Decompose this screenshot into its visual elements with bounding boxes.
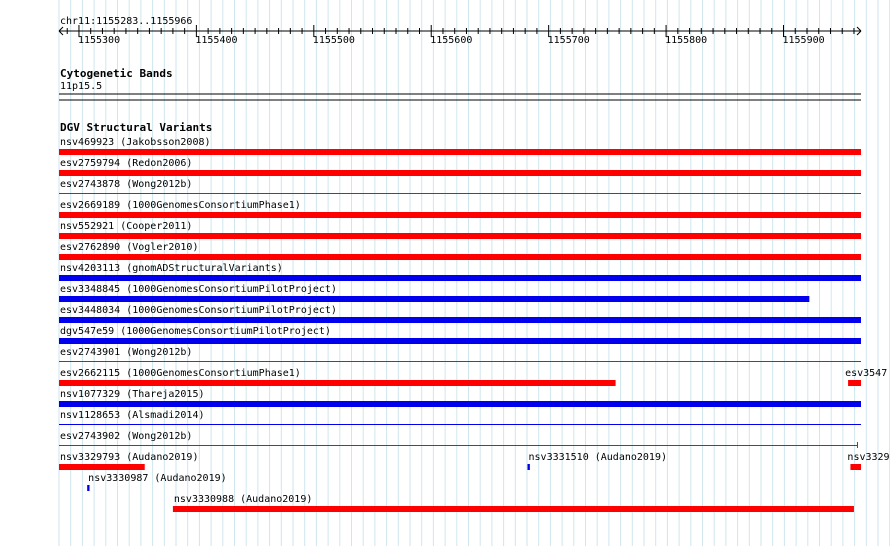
ruler-tick-label: 1155500 [312,35,355,46]
dgv-track-title: DGV Structural Variants [60,121,213,134]
sv-feature-blue[interactable] [59,317,861,323]
sv-feature-label[interactable]: esv2669189 (1000GenomesConsortiumPhase1) [60,200,301,211]
sv-feature-blue[interactable] [59,296,809,302]
sv-feature-label[interactable]: esv3547 [845,368,888,379]
sv-feature-label[interactable]: nsv3330988 (Audano2019) [173,494,313,505]
sv-feature-label[interactable]: nsv3330987 (Audano2019) [88,473,227,484]
sv-feature-label[interactable]: nsv552921 (Cooper2011) [60,221,193,232]
sv-feature-red[interactable] [59,170,861,176]
ruler-tick-label: 1155700 [547,35,590,46]
ruler-tick-label: 1155800 [665,35,708,46]
sv-feature-red[interactable] [59,445,857,446]
sv-feature-label[interactable]: dgv547e59 (1000GenomesConsortiumPilotProject) [60,326,331,337]
sv-feature-label[interactable]: esv2743878 (Wong2012b) [60,179,193,190]
sv-feature-red[interactable] [59,254,861,260]
sv-feature-label[interactable]: nsv469923 (Jakobsson2008) [60,137,211,148]
ruler-tick-label: 1155400 [195,35,238,46]
sv-feature-label[interactable]: nsv1077329 (Thareja2015) [60,389,205,400]
ruler-tick-label: 1155300 [77,35,121,46]
sv-feature-red[interactable] [59,380,616,386]
sv-feature-label[interactable]: nsv4203113 (gnomADStructuralVariants) [60,263,283,274]
locus-label: chr11:1155283..1155966 [60,16,193,27]
cytoband-label: 11p15.5 [60,81,103,92]
sv-feature-red[interactable] [850,464,861,470]
sv-feature-red[interactable] [59,464,145,470]
sv-feature-label[interactable]: esv2759794 (Redon2006) [60,158,193,169]
sv-feature-blue[interactable] [59,424,861,425]
ruler-tick-label: 1155900 [782,35,825,46]
sv-feature-red[interactable] [59,149,861,155]
sv-feature-blue[interactable] [87,485,89,491]
sv-feature-red[interactable] [848,380,861,386]
sv-feature-blue[interactable] [528,464,530,470]
sv-feature-label[interactable]: nsv3329 [847,452,890,463]
sv-feature-label[interactable]: nsv1128653 (Alsmadi2014) [60,410,205,421]
sv-feature-red[interactable] [59,212,861,218]
sv-feature-blue[interactable] [59,401,861,407]
sv-feature-label[interactable]: nsv3331510 (Audano2019) [528,452,667,463]
sv-feature-label[interactable]: esv2743901 (Wong2012b) [60,347,193,358]
sv-feature-blue[interactable] [59,338,861,344]
sv-feature-label[interactable]: esv3348845 (1000GenomesConsortiumPilotProject) [60,284,337,295]
ruler-tick-label: 1155600 [430,35,473,46]
sv-feature-label[interactable]: nsv3329793 (Audano2019) [60,452,199,463]
sv-feature-red[interactable] [59,233,861,239]
sv-feature-label[interactable]: esv3448034 (1000GenomesConsortiumPilotProject) [60,305,337,316]
sv-feature-red[interactable] [173,506,854,512]
sv-feature-label[interactable]: esv2662115 (1000GenomesConsortiumPhase1) [60,368,301,379]
sv-feature-red[interactable] [59,361,861,362]
sv-feature-label[interactable]: esv2743902 (Wong2012b) [60,431,193,442]
sv-feature-blue[interactable] [59,275,861,281]
cytoband-track-title: Cytogenetic Bands [60,67,173,80]
sv-feature-label[interactable]: esv2762890 (Vogler2010) [60,242,199,253]
sv-feature-red[interactable] [59,193,861,194]
